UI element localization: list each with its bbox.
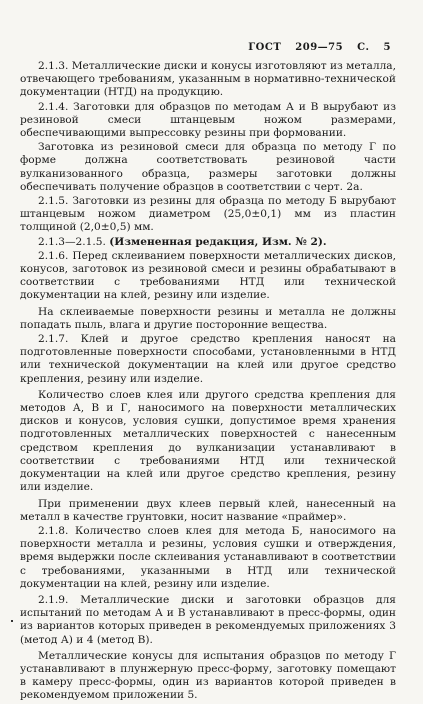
amendment-note: (Измененная редакция, Изм. № 2). (109, 235, 327, 248)
page-label: С. (357, 42, 370, 53)
paragraph-method-g-blank: Заготовка из резиновой смеси для образца по методу Г по форме должна соответствовать резиновой части вулканизованного образца, размеры заготовки должны обеспечивать получение образцов в соответствии с черт. 2а. (20, 141, 396, 193)
paragraph-2-1-6: 2.1.6. Перед склеиванием поверхности металлических дисков, конусов, заготовок из резиновой смеси и резины обрабатывают в соответствии с требованиями НТД или технической документации на клей, резину или изделие. (20, 249, 396, 302)
paragraph-2-1-9: 2.1.9. Металлические диски и заготовки образцов для испытаний по методам А и В устанавливают в пресс-формы, один из вариантов которых приведен в рекомендуемых приложениях 3 (метод А) и 4 (метод В). (20, 593, 396, 646)
paragraph-primer: При применении двух клеев первый клей, нанесенный на металл в качестве грунтовки, носит название «праймер». (20, 497, 396, 523)
page-header (0, 42, 391, 53)
paragraph-layers: Количество слоев клея или другого средства крепления для методов А, В и Г, наносимого на поверхности металлических дисков и конусов, условия сушки, допустимое время хранения подготовленных металлических поверхностей с нанесенным средством крепления до вулканизации устанавливают в соответствии с требованиями НТД или технической документации на клей или другое средство крепления, резину или изделие. (20, 388, 396, 494)
standard-number: 209—75 (295, 42, 344, 53)
paragraph-2-1-8: 2.1.8. Количество слоев клея для метода Б, наносимого на поверхности металла и резины, условия сушки и отверждения, время выдержки после склеивания устанавливают в соответствии с требованиями, указанными в НТД или технической документации на клей, резину или изделие. (20, 524, 396, 590)
paragraph-surfaces: На склеиваемые поверхности резины и металла не должны попадать пыль, влага и другие посторонние вещества. (20, 305, 396, 331)
document-body (20, 60, 396, 704)
paragraph-2-1-3: 2.1.3. Металлические диски и конусы изготовляют из металла, отвечающего требованиям, указанным в нормативно-технической документации (НТД) на продукцию. (20, 60, 396, 99)
amendment-range: 2.1.3—2.1.5. (38, 235, 106, 248)
paragraph-cones: Металлические конусы для испытания образцов по методу Г устанавливают в плунжерную пресс-форму, заготовку помещают в камеру пресс-формы, один из вариантов которой приведен в рекомендуемом приложении 5. (20, 649, 396, 702)
paragraph-2-1-4: 2.1.4. Заготовки для образцов по методам А и В вырубают из резиновой смеси штанцевым ножом размерами, обеспечивающими выпрессовку резины при формовании. (20, 100, 396, 140)
paragraph-2-1-5: 2.1.5. Заготовки из резины для образца по методу Б вырубают штанцевым ножом диаметром (25,0±0,1) мм из пластин толщиной (2,0±0,5) мм. (20, 195, 396, 234)
page-number: 5 (383, 42, 391, 53)
paragraph-2-1-7: 2.1.7. Клей и другое средство крепления наносят на подготовленные поверхности способами, установленными в НТД или технической документации на клей или другое средство крепления, резину или изделие. (20, 333, 396, 385)
paragraph-amendment (20, 236, 396, 249)
standard-label: ГОСТ (248, 42, 282, 53)
margin-mark (11, 620, 13, 622)
